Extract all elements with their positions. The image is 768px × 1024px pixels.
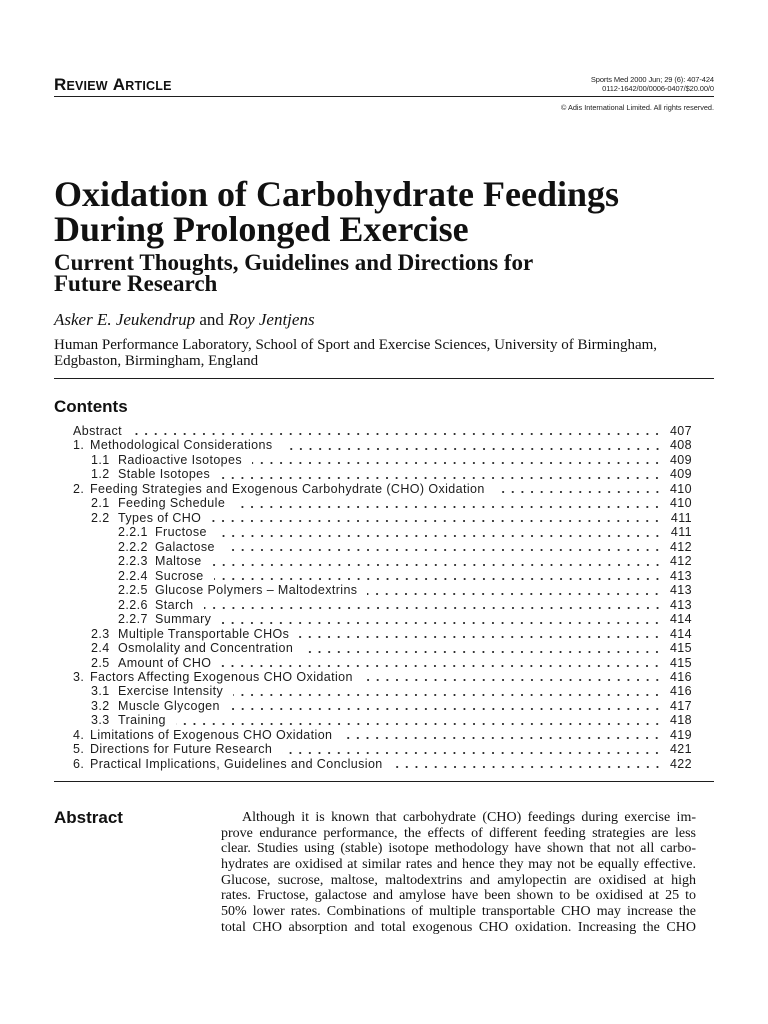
toc-entry xyxy=(73,699,692,713)
toc-leader-dots xyxy=(230,699,662,713)
toc-entry-number: 4. xyxy=(73,727,85,742)
title-line: Oxidation of Carbohydrate Feedings xyxy=(54,174,620,214)
toc-entry-number: 2.2.5 xyxy=(118,583,148,598)
toc-entry-page-number: 408 xyxy=(669,438,692,453)
toc-entry-page-number: 421 xyxy=(669,742,692,757)
toc-entry-number: 3.3 xyxy=(91,713,110,728)
toc-entry-page-number: 417 xyxy=(669,698,692,713)
toc-leader-dots xyxy=(299,627,662,641)
toc-leader-dots xyxy=(342,728,662,742)
toc-entry-title: Abstract xyxy=(73,424,123,438)
affiliation-line: Edgbaston, Birmingham, England xyxy=(54,353,259,369)
toc-entry xyxy=(73,627,692,641)
toc-entry-page-number: 419 xyxy=(669,727,692,742)
toc-entry-page-number: 413 xyxy=(669,583,692,598)
toc-entry xyxy=(73,467,692,481)
toc-entry xyxy=(73,569,692,583)
citation-line: 0112-1642/00/0006-0407/$20.00/0 xyxy=(602,84,714,93)
toc-entry-title: Maltose xyxy=(155,554,202,569)
toc-leader-dots xyxy=(363,670,662,684)
abstract-heading: Abstract xyxy=(54,808,123,827)
subtitle-line: Current Thoughts, Guidelines and Directions for xyxy=(54,250,534,275)
toc-entry-title: Amount of CHO xyxy=(118,655,212,670)
toc-leader-dots xyxy=(282,742,662,756)
toc-entry-page-number: 416 xyxy=(669,669,692,684)
toc-entry-page-number: 412 xyxy=(669,554,692,569)
toc-entry-number: 3. xyxy=(73,669,85,684)
abstract-text-line: Although it is known that carbohydrate (CHO) feedings during exercise im- xyxy=(242,810,696,825)
toc-leader-dots xyxy=(214,569,662,583)
abstract-text-line: prove endurance performance, the effects of different feeding strategies are less xyxy=(221,825,696,841)
toc-entry-title: Starch xyxy=(155,597,194,612)
abstract-text-line: hydrates are oxidised at similar rates and hence they may not be equally effective. xyxy=(221,857,696,873)
affiliation-line: Human Performance Laboratory, School of Sport and Exercise Sciences, University of Birmingham, xyxy=(54,337,658,353)
toc-entry xyxy=(73,641,692,655)
contents-list xyxy=(73,424,692,771)
toc-entry xyxy=(73,438,692,452)
article-title xyxy=(54,174,620,249)
toc-entry-title: Limitations of Exogenous CHO Oxidation xyxy=(90,727,333,742)
toc-leader-dots xyxy=(132,424,662,438)
toc-entry-title: Multiple Transportable CHOs xyxy=(118,626,290,641)
toc-entry-title: Osmolality and Concentration xyxy=(118,641,294,656)
toc-entry-title: Feeding Schedule xyxy=(118,496,226,511)
toc-leader-dots xyxy=(233,684,662,698)
toc-entry xyxy=(73,612,692,626)
toc-entry xyxy=(73,511,692,525)
toc-leader-dots xyxy=(495,482,662,496)
toc-entry-number: 3.2 xyxy=(91,698,110,713)
subtitle-line: Future Research xyxy=(54,271,218,296)
abstract-text-line: Glucose, sucrose, maltose, maltodextrins and amylopectin are oxidised at high xyxy=(221,872,696,888)
toc-entry-number: 2.2 xyxy=(91,510,110,525)
copyright-notice: © Adis International Limited. All rights reserved. xyxy=(560,103,714,112)
abstract-text-line: 50% lower rates. Combinations of multiple transportable CHO may increase the xyxy=(221,904,696,920)
toc-entry xyxy=(73,482,692,496)
abstract-text-line: clear. Studies using (stable) isotope methodology have shown that not all carbo- xyxy=(221,841,696,857)
toc-entry-page-number: 415 xyxy=(669,655,692,670)
toc-entry xyxy=(73,670,692,684)
toc-leader-dots xyxy=(221,612,662,626)
toc-entry-title: Fructose xyxy=(155,525,207,540)
toc-entry-page-number: 412 xyxy=(669,539,692,554)
toc-entry-number: 1.2 xyxy=(91,467,110,482)
abstract-body xyxy=(221,810,696,936)
toc-leader-dots xyxy=(303,641,662,655)
toc-entry-page-number: 422 xyxy=(669,756,692,771)
toc-entry-page-number: 413 xyxy=(669,597,692,612)
toc-entry-page-number: 415 xyxy=(669,641,692,656)
toc-entry-page-number: 411 xyxy=(670,510,692,525)
toc-entry xyxy=(73,453,692,467)
toc-entry-number: 2.2.6 xyxy=(118,597,148,612)
toc-entry-number: 2.4 xyxy=(91,641,110,656)
review-article-label xyxy=(54,76,172,95)
toc-entry xyxy=(73,598,692,612)
toc-entry-number: 3.1 xyxy=(91,684,110,699)
toc-leader-dots xyxy=(225,540,662,554)
title-line: During Prolonged Exercise xyxy=(54,209,469,249)
section-label-word: ARTICLE xyxy=(112,75,172,94)
toc-entry xyxy=(73,540,692,554)
toc-entry-title: Training xyxy=(118,713,166,728)
toc-leader-dots xyxy=(221,656,662,670)
author-line xyxy=(54,310,315,330)
toc-entry-title: Stable Isotopes xyxy=(118,467,211,482)
citation-line: Sports Med 2000 Jun; 29 (6): 407-424 xyxy=(590,75,714,84)
toc-entry-page-number: 409 xyxy=(669,452,692,467)
toc-leader-dots xyxy=(212,554,662,568)
toc-leader-dots xyxy=(283,438,662,452)
toc-entry-page-number: 414 xyxy=(669,626,692,641)
journal-citation xyxy=(591,75,714,93)
affiliation xyxy=(54,337,657,369)
toc-entry-number: 2. xyxy=(73,481,85,496)
contents-heading: Contents xyxy=(54,397,128,416)
toc-entry-title: Practical Implications, Guidelines and Conclusion xyxy=(90,756,383,771)
toc-leader-dots xyxy=(217,525,662,539)
toc-entry-title: Radioactive Isotopes xyxy=(118,452,243,467)
toc-entry-title: Types of CHO xyxy=(118,510,202,525)
toc-entry-title: Summary xyxy=(155,612,212,627)
toc-entry-title: Feeding Strategies and Exogenous Carbohydrate (CHO) Oxidation xyxy=(90,481,485,496)
toc-entry xyxy=(73,656,692,670)
toc-entry-title: Exercise Intensity xyxy=(118,684,224,699)
toc-leader-dots xyxy=(393,757,662,771)
toc-leader-dots xyxy=(211,511,662,525)
toc-entry-title: Methodological Considerations xyxy=(90,438,273,453)
toc-entry-number: 6. xyxy=(73,756,85,771)
toc-entry-number: 2.1 xyxy=(91,496,110,511)
author-name: Asker E. Jeukendrup xyxy=(54,310,196,329)
toc-entry-number: 2.2.2 xyxy=(118,539,148,554)
header-rule xyxy=(54,96,714,97)
toc-entry xyxy=(73,742,692,756)
toc-entry xyxy=(73,496,692,510)
toc-entry-title: Galactose xyxy=(155,539,215,554)
toc-entry xyxy=(73,424,692,438)
toc-entry xyxy=(73,583,692,597)
toc-entry-number: 1. xyxy=(73,438,85,453)
toc-entry-number: 1.1 xyxy=(91,452,110,467)
toc-entry-number: 2.2.4 xyxy=(118,568,148,583)
article-subtitle xyxy=(54,252,533,294)
toc-leader-dots xyxy=(367,583,661,597)
affiliation-rule xyxy=(54,378,714,379)
toc-entry xyxy=(73,525,692,539)
section-label-word: REVIEW xyxy=(54,75,108,94)
toc-entry xyxy=(73,554,692,568)
toc-entry-page-number: 418 xyxy=(669,713,692,728)
toc-entry-title: Directions for Future Research xyxy=(90,742,273,757)
toc-entry xyxy=(73,757,692,771)
author-connector: and xyxy=(199,310,224,329)
toc-entry xyxy=(73,684,692,698)
contents-rule xyxy=(54,781,714,782)
toc-entry-title: Factors Affecting Exogenous CHO Oxidation xyxy=(90,669,353,684)
author-name: Roy Jentjens xyxy=(228,310,315,329)
toc-leader-dots xyxy=(235,496,662,510)
toc-entry-number: 2.3 xyxy=(91,626,110,641)
toc-entry-number: 2.2.1 xyxy=(118,525,148,540)
toc-entry-page-number: 411 xyxy=(670,525,692,540)
toc-entry-title: Glucose Polymers – Maltodextrins xyxy=(155,583,358,598)
toc-entry-page-number: 416 xyxy=(669,684,692,699)
toc-leader-dots xyxy=(176,713,662,727)
toc-entry-number: 2.2.3 xyxy=(118,554,148,569)
toc-entry-page-number: 410 xyxy=(669,496,692,511)
abstract-text-line: rates. Fructose, galactose and amylose have been shown to be oxidised at 25 to xyxy=(221,888,696,904)
toc-entry-number: 5. xyxy=(73,742,85,757)
toc-leader-dots xyxy=(204,598,662,612)
toc-leader-dots xyxy=(252,453,662,467)
toc-leader-dots xyxy=(220,467,662,481)
toc-entry-number: 2.5 xyxy=(91,655,110,670)
toc-entry xyxy=(73,728,692,742)
toc-entry xyxy=(73,713,692,727)
toc-entry-page-number: 414 xyxy=(669,612,692,627)
toc-entry-title: Muscle Glycogen xyxy=(118,698,220,713)
toc-entry-number: 2.2.7 xyxy=(118,612,148,627)
toc-entry-title: Sucrose xyxy=(155,568,204,583)
toc-entry-page-number: 409 xyxy=(669,467,692,482)
abstract-text-line: total CHO absorption and total exogenous CHO oxidation. Increasing the CHO xyxy=(221,919,696,935)
toc-entry-page-number: 410 xyxy=(669,481,692,496)
toc-entry-page-number: 413 xyxy=(669,568,692,583)
toc-entry-page-number: 407 xyxy=(669,424,692,438)
